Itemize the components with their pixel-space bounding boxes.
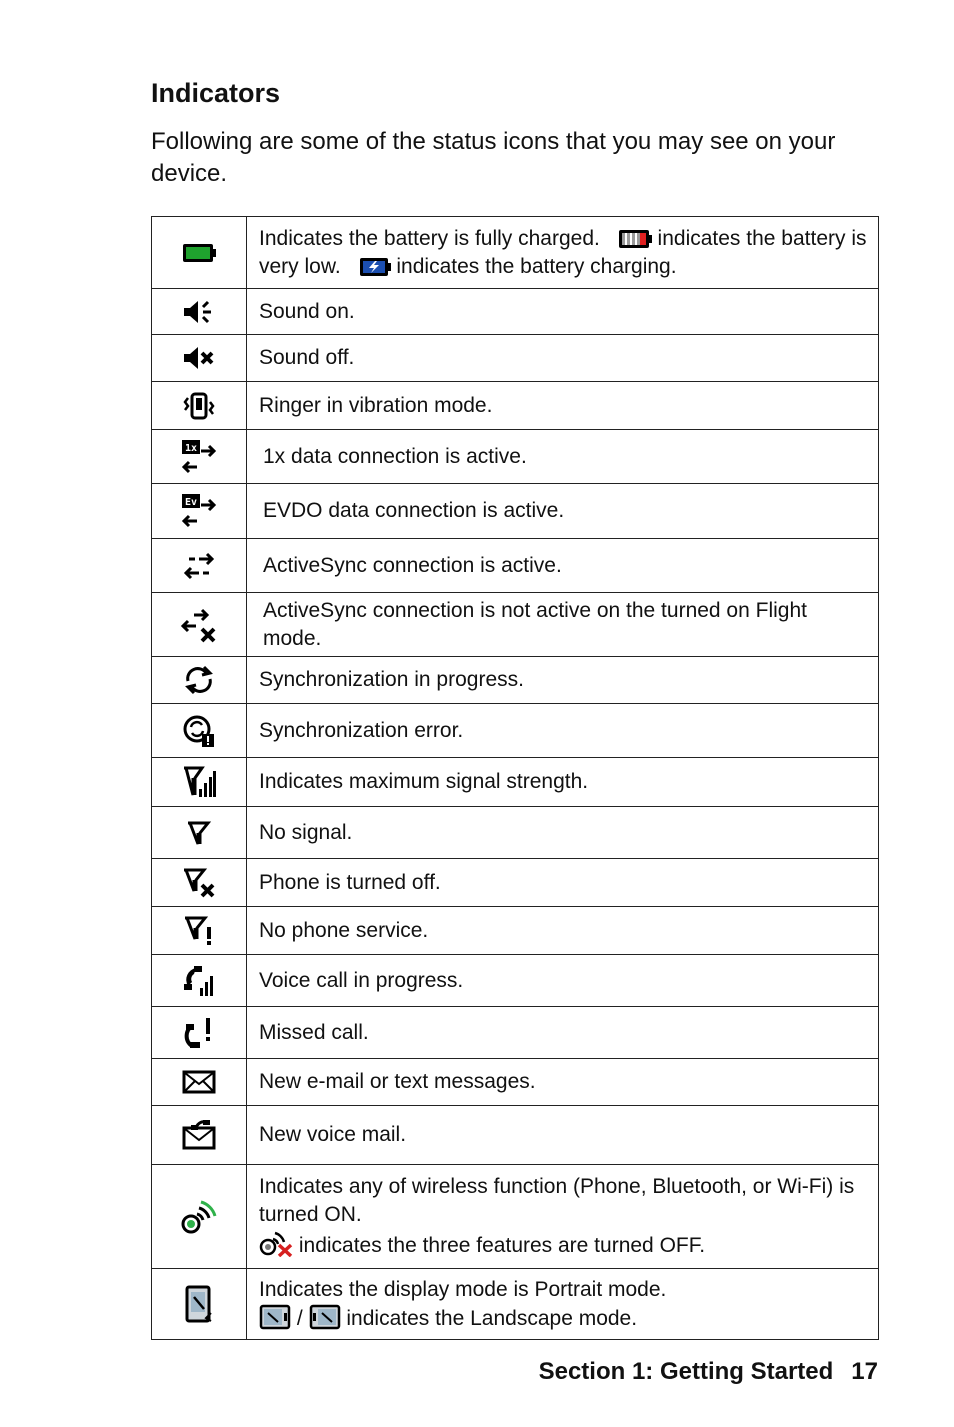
icon-cell <box>152 907 247 955</box>
table-row <box>152 289 879 335</box>
icon-cell <box>152 1165 247 1269</box>
icon-cell <box>152 1007 247 1059</box>
battery-full-text: Indicates the battery is fully charged. <box>259 226 600 250</box>
icon-cell <box>152 758 247 807</box>
description-cell: Synchronization error. <box>247 704 879 758</box>
icon-cell <box>152 1269 247 1340</box>
table-row <box>152 593 879 657</box>
table-row <box>152 217 879 289</box>
description-cell: Synchronization in progress. <box>247 657 879 704</box>
no-signal-icon <box>152 820 246 846</box>
table-row <box>152 1106 879 1165</box>
table-row <box>152 704 879 758</box>
landscape-left-icon <box>309 1307 347 1330</box>
icon-cell <box>152 704 247 758</box>
phone-off-icon <box>152 867 246 899</box>
new-message-icon <box>152 1069 246 1095</box>
battery-low-icon <box>618 227 658 250</box>
svg-text:Ev: Ev <box>184 497 198 508</box>
description-cell: 1x data connection is active. <box>247 430 879 484</box>
table-row <box>152 1007 879 1059</box>
page-footer <box>539 1358 878 1386</box>
sync-icon <box>152 665 246 695</box>
svg-text:1x: 1x <box>184 442 198 454</box>
description-cell <box>247 217 879 289</box>
description-cell: EVDO data connection is active. <box>247 484 879 539</box>
table-row <box>152 382 879 430</box>
description-cell: No signal. <box>247 807 879 859</box>
description-cell: Missed call. <box>247 1007 879 1059</box>
table-row <box>152 955 879 1007</box>
table-row <box>152 807 879 859</box>
voice-mail-icon <box>152 1119 246 1151</box>
icon-cell <box>152 430 247 484</box>
icon-cell <box>152 955 247 1007</box>
battery-charging-icon <box>359 255 397 278</box>
activesync-off-icon <box>152 606 246 644</box>
missed-call-icon <box>152 1016 246 1050</box>
table-row <box>152 758 879 807</box>
wireless-off-icon <box>259 1234 299 1257</box>
battery-full-icon <box>152 242 246 264</box>
landscape-mode-text: indicates the Landscape mode. <box>346 1306 638 1330</box>
landscape-mode-line <box>259 1304 870 1333</box>
table-row <box>152 484 879 539</box>
sound-off-icon <box>152 345 246 371</box>
description-cell: Sound off. <box>247 335 879 382</box>
battery-low-text: indicates the battery is very low. <box>259 226 867 278</box>
portrait-mode-text: Indicates the display mode is Portrait mode. <box>259 1277 667 1301</box>
description-cell: No phone service. <box>247 907 879 955</box>
table-row <box>152 1165 879 1269</box>
description-cell: New voice mail. <box>247 1106 879 1165</box>
voice-call-icon <box>152 964 246 998</box>
table-row <box>152 859 879 907</box>
signal-max-icon <box>152 765 246 799</box>
description-cell: Voice call in progress. <box>247 955 879 1007</box>
icon-cell <box>152 289 247 335</box>
data-1x-icon <box>152 439 246 475</box>
portrait-mode-icon <box>152 1285 246 1323</box>
icon-cell <box>152 382 247 430</box>
landscape-separator: / <box>296 1306 303 1330</box>
intro-text: Following are some of the status icons that you may see on your device. <box>151 128 836 187</box>
landscape-right-icon <box>259 1307 297 1330</box>
wireless-on-text: Indicates any of wireless function (Phone, Bluetooth, or Wi-Fi) is turned ON. <box>259 1175 855 1226</box>
description-cell: Sound on. <box>247 289 879 335</box>
table-row <box>152 1059 879 1106</box>
table-row <box>152 430 879 484</box>
description-cell: Indicates maximum signal strength. <box>247 758 879 807</box>
icon-cell <box>152 657 247 704</box>
icon-cell <box>152 1059 247 1106</box>
page-number: 17 <box>851 1358 878 1385</box>
sound-on-icon <box>152 299 246 325</box>
icon-cell <box>152 335 247 382</box>
table-row <box>152 539 879 593</box>
description-cell: ActiveSync connection is not active on the turned on Flight mode. <box>247 593 879 657</box>
description-cell <box>247 1165 879 1269</box>
wireless-off-line <box>259 1229 870 1260</box>
icon-cell <box>152 484 247 539</box>
icon-cell <box>152 1106 247 1165</box>
indicators-table <box>151 216 879 1340</box>
description-cell: Ringer in vibration mode. <box>247 382 879 430</box>
table-row <box>152 657 879 704</box>
activesync-icon <box>152 549 246 583</box>
sync-error-icon <box>152 714 246 748</box>
table-row <box>152 1269 879 1340</box>
description-cell: New e-mail or text messages. <box>247 1059 879 1106</box>
icon-cell <box>152 807 247 859</box>
battery-charging-text: indicates the battery charging. <box>396 254 677 278</box>
no-service-icon <box>152 915 246 947</box>
icon-cell <box>152 593 247 657</box>
footer-section: Section 1: Getting Started <box>538 1358 834 1385</box>
wireless-on-icon <box>152 1200 246 1234</box>
description-cell: ActiveSync connection is active. <box>247 539 879 593</box>
icon-cell <box>152 539 247 593</box>
wireless-off-text: indicates the three features are turned OFF. <box>298 1234 706 1257</box>
table-row <box>152 907 879 955</box>
data-evdo-icon <box>152 493 246 529</box>
icon-cell <box>152 217 247 289</box>
table-row <box>152 335 879 382</box>
vibration-icon <box>152 392 246 420</box>
icon-cell <box>152 859 247 907</box>
page-title: Indicators <box>151 78 281 108</box>
description-cell: Phone is turned off. <box>247 859 879 907</box>
description-cell <box>247 1269 879 1340</box>
